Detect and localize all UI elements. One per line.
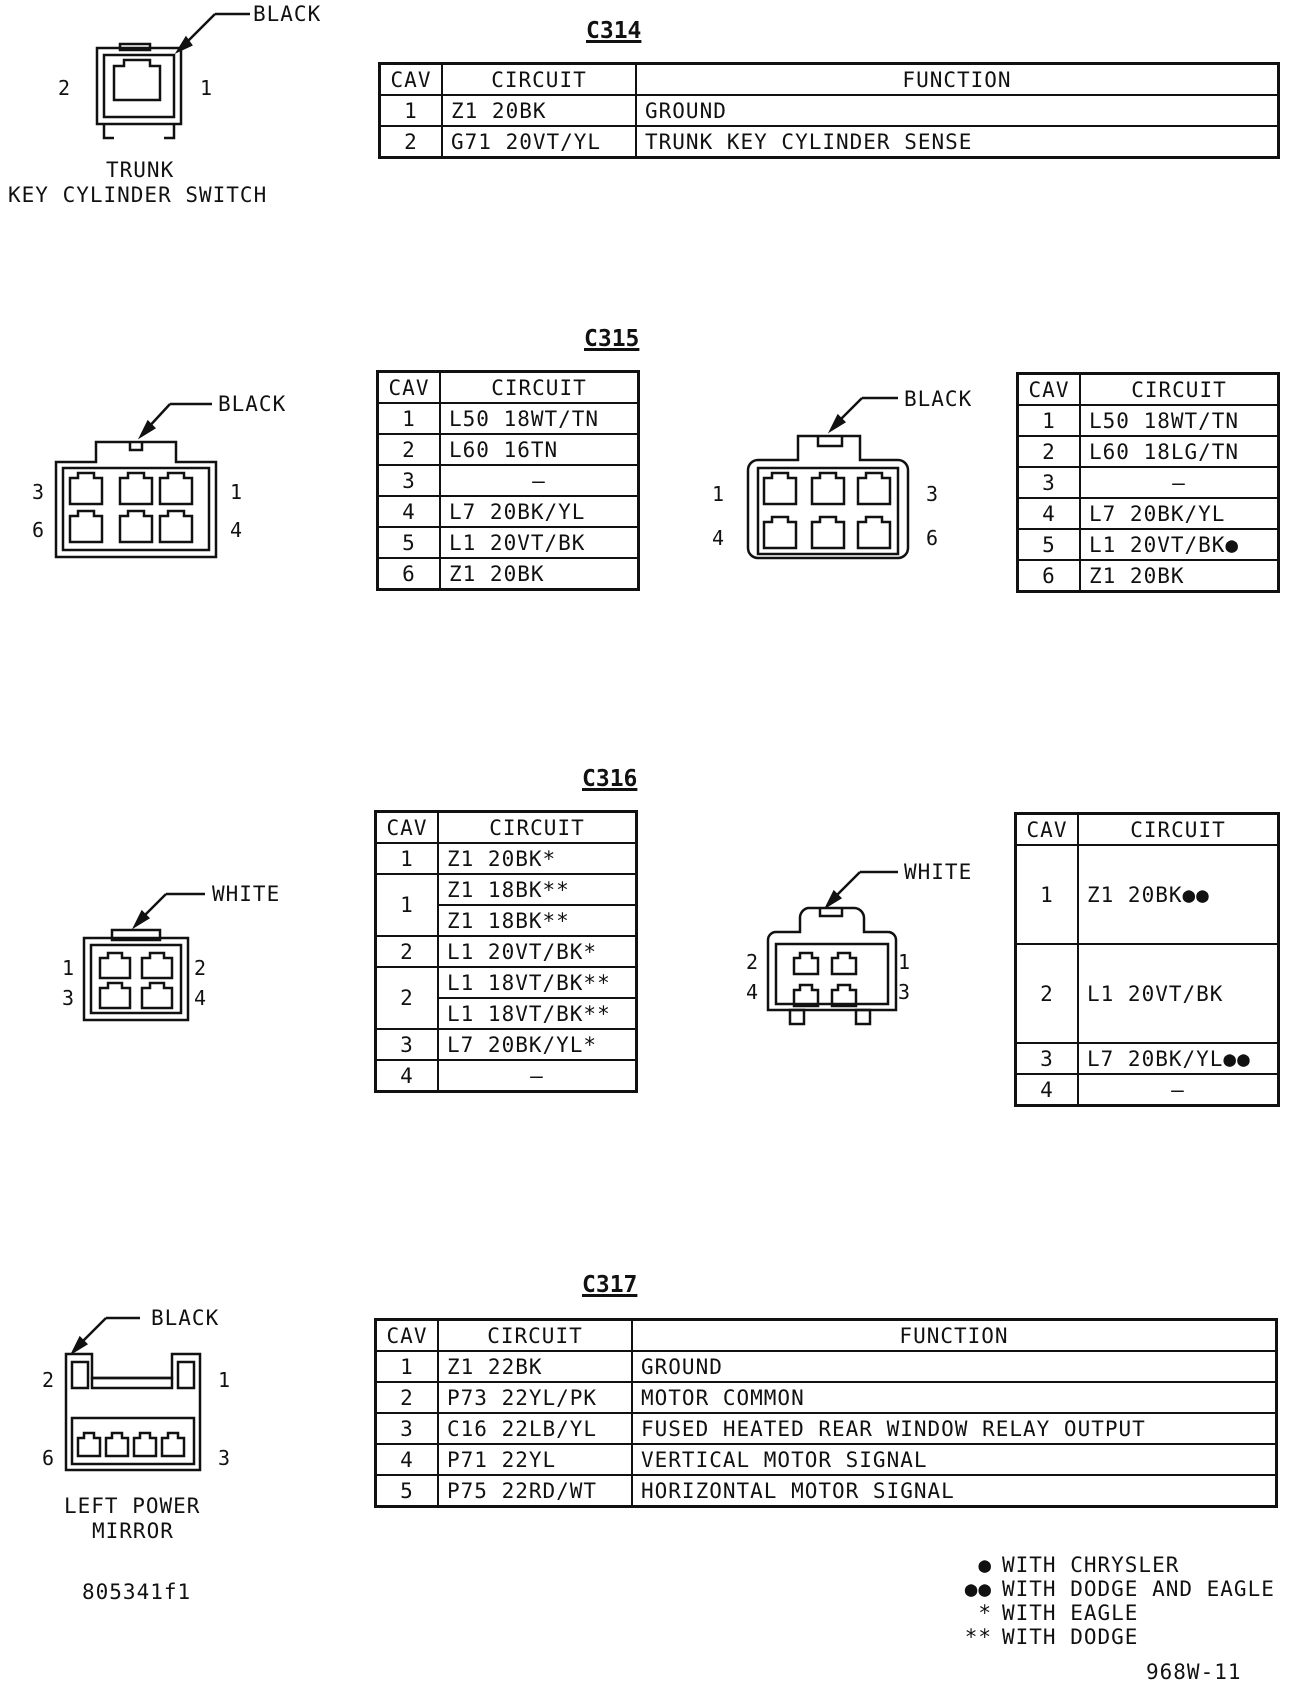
circuit-cell: Z1 18BK** — [438, 874, 637, 905]
legend-symbol: ● — [978, 1553, 992, 1577]
legend-item — [940, 1625, 1275, 1649]
circuit-cell: L1 20VT/BK — [440, 527, 639, 558]
circuit-cell: L50 18WT/TN — [440, 403, 639, 434]
table-row — [376, 1029, 637, 1060]
circuit-cell: L1 18VT/BK** — [438, 998, 637, 1029]
table-row — [376, 1475, 1277, 1507]
legend-item — [940, 1601, 1275, 1625]
function-cell: VERTICAL MOTOR SIGNAL — [632, 1444, 1277, 1475]
circuit-cell: C16 22LB/YL — [438, 1413, 632, 1444]
function-cell: GROUND — [632, 1351, 1277, 1382]
cav-cell: 1 — [1018, 405, 1081, 436]
circuit-cell: Z1 20BK●● — [1078, 845, 1279, 944]
circuit-cell: Z1 22BK — [438, 1351, 632, 1382]
cav-cell: 1 — [378, 403, 441, 434]
cav-cell: 5 — [1018, 529, 1081, 560]
c316-right-header-circuit: CIRCUIT — [1078, 814, 1279, 846]
c316-left-pin-label-2: 2 — [194, 956, 207, 980]
c317-table — [374, 1318, 1278, 1508]
circuit-cell: G71 20VT/YL — [442, 126, 636, 158]
cav-cell: 2 — [1016, 944, 1079, 1043]
c317-header-cav: CAV — [376, 1320, 439, 1352]
legend-text: WITH DODGE AND EAGLE — [1002, 1577, 1275, 1601]
c315-left-pin-label-6: 6 — [32, 518, 45, 542]
legend-symbol: * — [978, 1601, 992, 1625]
c315-title: C315 — [584, 326, 640, 352]
cav-cell: 3 — [1016, 1043, 1079, 1074]
circuit-cell: L60 18LG/TN — [1080, 436, 1279, 467]
cav-cell: 3 — [1018, 467, 1081, 498]
legend — [940, 1553, 1275, 1649]
circuit-cell: L7 20BK/YL●● — [1078, 1043, 1279, 1074]
circuit-cell: L7 20BK/YL — [440, 496, 639, 527]
c314-table — [378, 62, 1280, 159]
c315-right-pin-label-1: 1 — [712, 482, 725, 506]
cav-cell: 2 — [376, 1382, 439, 1413]
function-cell: TRUNK KEY CYLINDER SENSE — [636, 126, 1279, 158]
c314-header-function: FUNCTION — [636, 64, 1279, 96]
c316-left-pin-label-4: 4 — [194, 986, 207, 1010]
circuit-cell: P71 22YL — [438, 1444, 632, 1475]
cav-cell: 1 — [376, 1351, 439, 1382]
circuit-cell: L1 20VT/BK● — [1080, 529, 1279, 560]
c316-left-header-circuit: CIRCUIT — [438, 812, 637, 844]
cav-cell: 1 — [1016, 845, 1079, 944]
c315-left-pin-label-1: 1 — [230, 480, 243, 504]
function-cell: MOTOR COMMON — [632, 1382, 1277, 1413]
table-row — [1016, 1043, 1279, 1074]
cav-cell: 4 — [1018, 498, 1081, 529]
circuit-cell: – — [1080, 467, 1279, 498]
c317-pin-label-6: 6 — [42, 1446, 55, 1470]
c317-title: C317 — [582, 1272, 638, 1298]
cav-cell: 5 — [376, 1475, 439, 1507]
table-row — [376, 936, 637, 967]
c314-connector-name-line1: TRUNK — [106, 158, 175, 182]
cav-cell: 2 — [376, 967, 439, 1029]
table-row — [376, 1060, 637, 1092]
c315-right-pin-label-6: 6 — [926, 526, 939, 550]
table-row — [376, 874, 637, 905]
c316-right-pin-label-3: 3 — [898, 980, 911, 1004]
c317-pin-label-1: 1 — [218, 1368, 231, 1392]
c317-connector-name-line1: LEFT POWER — [64, 1494, 201, 1518]
table-row — [1018, 405, 1279, 436]
circuit-cell: Z1 20BK* — [438, 843, 637, 874]
function-cell: FUSED HEATED REAR WINDOW RELAY OUTPUT — [632, 1413, 1277, 1444]
c315-right-table — [1016, 372, 1280, 593]
c317-connector-diagram — [0, 0, 1, 1]
cav-cell: 5 — [378, 527, 441, 558]
legend-item — [940, 1577, 1275, 1601]
c317-header-function: FUNCTION — [632, 1320, 1277, 1352]
c317-pin-label-3: 3 — [218, 1446, 231, 1470]
c317-connector-name-line2: MIRROR — [92, 1519, 174, 1543]
circuit-cell: L50 18WT/TN — [1080, 405, 1279, 436]
table-row — [376, 1444, 1277, 1475]
cav-cell: 1 — [376, 843, 439, 874]
legend-item — [940, 1553, 1275, 1577]
cav-cell: 4 — [376, 1444, 439, 1475]
table-row — [380, 126, 1279, 158]
table-row — [376, 1351, 1277, 1382]
table-row — [1016, 845, 1279, 944]
page-id: 968W-11 — [1146, 1660, 1242, 1684]
circuit-cell: Z1 20BK — [1080, 560, 1279, 592]
table-row — [378, 558, 639, 590]
c315-right-header-circuit: CIRCUIT — [1080, 374, 1279, 406]
circuit-cell: P75 22RD/WT — [438, 1475, 632, 1507]
circuit-cell: P73 22YL/PK — [438, 1382, 632, 1413]
circuit-cell: L1 20VT/BK* — [438, 936, 637, 967]
cav-cell: 1 — [380, 95, 443, 126]
c316-title: C316 — [582, 766, 638, 792]
legend-text: WITH EAGLE — [1002, 1601, 1139, 1625]
cav-cell: 4 — [378, 496, 441, 527]
c316-right-connector-color: WHITE — [904, 860, 973, 884]
table-row — [1018, 529, 1279, 560]
circuit-cell: L7 20BK/YL* — [438, 1029, 637, 1060]
circuit-cell: – — [1078, 1074, 1279, 1106]
cav-cell: 3 — [376, 1413, 439, 1444]
c316-left-table — [374, 810, 638, 1093]
legend-text: WITH DODGE — [1002, 1625, 1139, 1649]
legend-symbol: ** — [964, 1625, 992, 1649]
cav-cell: 3 — [378, 465, 441, 496]
c316-left-pin-label-3: 3 — [62, 986, 75, 1010]
c316-right-pin-label-4: 4 — [746, 980, 759, 1004]
table-row — [378, 496, 639, 527]
c315-left-header-circuit: CIRCUIT — [440, 372, 639, 404]
c314-pin-label-1: 1 — [200, 76, 213, 100]
cav-cell: 2 — [378, 434, 441, 465]
circuit-cell: L1 18VT/BK** — [438, 967, 637, 998]
c317-pin-label-2: 2 — [42, 1368, 55, 1392]
c314-pin-label-2: 2 — [58, 76, 71, 100]
circuit-cell: Z1 20BK — [440, 558, 639, 590]
c316-left-connector-color: WHITE — [212, 882, 281, 906]
c315-left-connector-color: BLACK — [218, 392, 287, 416]
circuit-cell: – — [440, 465, 639, 496]
table-row — [378, 527, 639, 558]
c314-title: C314 — [586, 18, 642, 44]
c316-left-header-cav: CAV — [376, 812, 439, 844]
c314-connector-name-line2: KEY CYLINDER SWITCH — [8, 183, 268, 207]
table-row — [1018, 467, 1279, 498]
table-row — [378, 465, 639, 496]
cav-cell: 2 — [1018, 436, 1081, 467]
c315-left-pin-label-3: 3 — [32, 480, 45, 504]
cav-cell: 6 — [378, 558, 441, 590]
c315-right-pin-label-3: 3 — [926, 482, 939, 506]
table-row — [376, 843, 637, 874]
legend-text: WITH CHRYSLER — [1002, 1553, 1180, 1577]
cav-cell: 6 — [1018, 560, 1081, 592]
table-row — [378, 403, 639, 434]
c316-left-pin-label-1: 1 — [62, 956, 75, 980]
table-row — [380, 95, 1279, 126]
c316-right-header-cav: CAV — [1016, 814, 1079, 846]
table-row — [378, 434, 639, 465]
c315-left-pin-label-4: 4 — [230, 518, 243, 542]
circuit-cell: L60 16TN — [440, 434, 639, 465]
cav-cell: 3 — [376, 1029, 439, 1060]
table-row — [376, 967, 637, 998]
table-row — [376, 1413, 1277, 1444]
cav-cell: 1 — [376, 874, 439, 936]
circuit-cell: L7 20BK/YL — [1080, 498, 1279, 529]
c317-header-circuit: CIRCUIT — [438, 1320, 632, 1352]
c316-right-pin-label-2: 2 — [746, 950, 759, 974]
circuit-cell: L1 20VT/BK — [1078, 944, 1279, 1043]
cav-cell: 4 — [376, 1060, 439, 1092]
c315-left-table — [376, 370, 640, 591]
table-row — [1016, 1074, 1279, 1106]
circuit-cell: Z1 20BK — [442, 95, 636, 126]
table-row — [1018, 560, 1279, 592]
c316-right-table — [1014, 812, 1280, 1107]
figure-id: 805341f1 — [82, 1580, 192, 1604]
table-row — [376, 1382, 1277, 1413]
c314-header-circuit: CIRCUIT — [442, 64, 636, 96]
c317-connector-color: BLACK — [151, 1306, 220, 1330]
table-row — [1018, 436, 1279, 467]
c315-right-connector-color: BLACK — [904, 387, 973, 411]
c314-header-cav: CAV — [380, 64, 443, 96]
c315-right-pin-label-4: 4 — [712, 526, 725, 550]
cav-cell: 4 — [1016, 1074, 1079, 1106]
c315-left-header-cav: CAV — [378, 372, 441, 404]
circuit-cell: – — [438, 1060, 637, 1092]
table-row — [1018, 498, 1279, 529]
function-cell: GROUND — [636, 95, 1279, 126]
c314-connector-color: BLACK — [253, 2, 322, 26]
cav-cell: 2 — [380, 126, 443, 158]
c316-right-pin-label-1: 1 — [898, 950, 911, 974]
function-cell: HORIZONTAL MOTOR SIGNAL — [632, 1475, 1277, 1507]
c315-right-header-cav: CAV — [1018, 374, 1081, 406]
circuit-cell: Z1 18BK** — [438, 905, 637, 936]
legend-symbol: ●● — [964, 1577, 992, 1601]
cav-cell: 2 — [376, 936, 439, 967]
table-row — [1016, 944, 1279, 1043]
